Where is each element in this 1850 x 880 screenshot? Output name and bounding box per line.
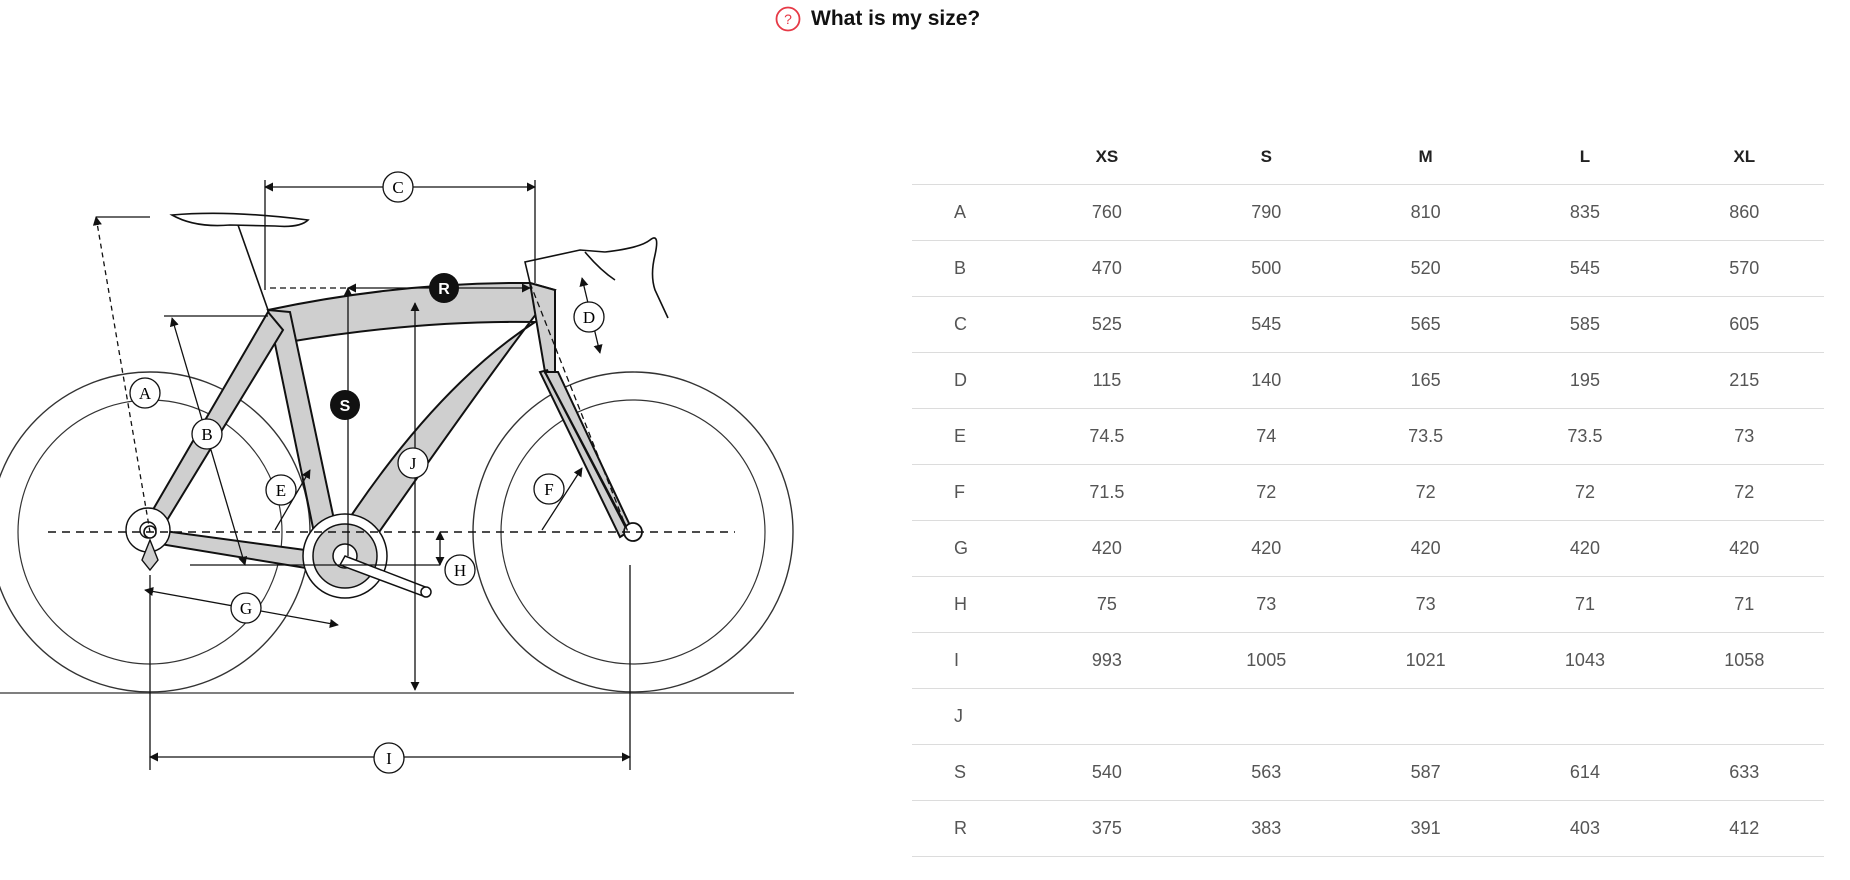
table-cell: 1005 — [1187, 633, 1346, 689]
label-e — [266, 475, 296, 505]
table-cell: 165 — [1346, 353, 1505, 409]
table-cell: 860 — [1665, 185, 1824, 241]
table-cell: 73.5 — [1346, 409, 1505, 465]
table-cell: 420 — [1505, 521, 1664, 577]
table-cell: 140 — [1187, 353, 1346, 409]
row-label: H — [912, 577, 1027, 633]
bike-geometry-diagram — [0, 165, 800, 785]
table-cell: 73.5 — [1505, 409, 1664, 465]
svg-text:D: D — [582, 308, 596, 327]
table-cell: 540 — [1027, 745, 1186, 801]
table-cell: 375 — [1027, 801, 1186, 857]
label-b — [192, 419, 222, 449]
row-label: J — [912, 689, 1027, 745]
table-cell — [1027, 689, 1186, 745]
row-label: C — [912, 297, 1027, 353]
table-cell: 633 — [1665, 745, 1824, 801]
table-cell — [1346, 689, 1505, 745]
row-label: I — [912, 633, 1027, 689]
label-i — [374, 743, 404, 773]
row-label: G — [912, 521, 1027, 577]
svg-text:?: ? — [784, 11, 792, 27]
table-cell: 403 — [1505, 801, 1664, 857]
table-row — [912, 521, 1824, 577]
table-cell: 71.5 — [1027, 465, 1186, 521]
table-cell: 1043 — [1505, 633, 1664, 689]
crankset — [303, 514, 431, 598]
table-cell: 420 — [1027, 521, 1186, 577]
size-header-m: M — [1346, 130, 1505, 185]
table-cell: 73 — [1665, 409, 1824, 465]
svg-text:H: H — [453, 561, 467, 580]
table-row — [912, 689, 1824, 745]
label-g — [231, 593, 261, 623]
table-cell: 545 — [1187, 297, 1346, 353]
svg-text:S: S — [339, 398, 351, 415]
what-is-my-size-link[interactable] — [775, 4, 980, 34]
table-cell: 760 — [1027, 185, 1186, 241]
row-label: A — [912, 185, 1027, 241]
table-cell: 585 — [1505, 297, 1664, 353]
table-cell: 605 — [1665, 297, 1824, 353]
label-f — [534, 474, 564, 504]
svg-text:B: B — [201, 425, 213, 444]
table-cell: 570 — [1665, 241, 1824, 297]
table-cell: 420 — [1187, 521, 1346, 577]
label-d — [574, 302, 604, 332]
table-cell: 71 — [1665, 577, 1824, 633]
svg-text:E: E — [275, 481, 287, 500]
question-circle-icon — [775, 6, 801, 32]
size-header-l: L — [1505, 130, 1664, 185]
table-cell: 420 — [1665, 521, 1824, 577]
geometry-table — [912, 130, 1824, 857]
table-row — [912, 353, 1824, 409]
table-cell: 383 — [1187, 801, 1346, 857]
row-label: F — [912, 465, 1027, 521]
size-header-xl: XL — [1665, 130, 1824, 185]
table-cell: 412 — [1665, 801, 1824, 857]
row-label: E — [912, 409, 1027, 465]
table-cell: 75 — [1027, 577, 1186, 633]
table-row — [912, 241, 1824, 297]
label-r — [429, 273, 459, 303]
table-cell: 1021 — [1346, 633, 1505, 689]
table-row — [912, 577, 1824, 633]
table-cell: 470 — [1027, 241, 1186, 297]
table-cell: 545 — [1505, 241, 1664, 297]
table-cell: 73 — [1346, 577, 1505, 633]
svg-text:I: I — [386, 749, 392, 768]
table-cell: 993 — [1027, 633, 1186, 689]
table-cell: 614 — [1505, 745, 1664, 801]
table-cell: 72 — [1505, 465, 1664, 521]
svg-text:C: C — [392, 178, 404, 197]
table-row — [912, 633, 1824, 689]
size-header-xs: XS — [1027, 130, 1186, 185]
table-cell: 835 — [1505, 185, 1664, 241]
table-row — [912, 409, 1824, 465]
table-cell: 74.5 — [1027, 409, 1186, 465]
table-cell: 74 — [1187, 409, 1346, 465]
size-header-s: S — [1187, 130, 1346, 185]
label-h — [445, 555, 475, 585]
table-row — [912, 745, 1824, 801]
table-row — [912, 297, 1824, 353]
table-row — [912, 185, 1824, 241]
row-label: B — [912, 241, 1027, 297]
svg-text:R: R — [438, 281, 450, 298]
table-cell: 587 — [1346, 745, 1505, 801]
row-label: D — [912, 353, 1027, 409]
table-cell: 215 — [1665, 353, 1824, 409]
table-cell: 500 — [1187, 241, 1346, 297]
table-cell — [1187, 689, 1346, 745]
table-cell: 520 — [1346, 241, 1505, 297]
table-cell: 391 — [1346, 801, 1505, 857]
svg-text:G: G — [239, 599, 253, 618]
label-j — [398, 448, 428, 478]
what-is-my-size-label: What is my size? — [811, 7, 981, 30]
table-body — [912, 185, 1824, 857]
table-cell: 71 — [1505, 577, 1664, 633]
saddle — [172, 213, 308, 310]
table-cell — [1665, 689, 1824, 745]
table-cell: 420 — [1346, 521, 1505, 577]
table-cell: 1058 — [1665, 633, 1824, 689]
cassette — [126, 508, 170, 570]
table-row — [912, 801, 1824, 857]
table-row — [912, 465, 1824, 521]
row-label: R — [912, 801, 1027, 857]
svg-text:A: A — [138, 384, 152, 403]
row-label: S — [912, 745, 1027, 801]
svg-text:F: F — [544, 480, 554, 499]
table-cell: 563 — [1187, 745, 1346, 801]
table-cell: 195 — [1505, 353, 1664, 409]
table-cell — [1505, 689, 1664, 745]
table-cell: 73 — [1187, 577, 1346, 633]
label-c — [383, 172, 413, 202]
corner-cell — [912, 130, 1027, 185]
label-a — [130, 378, 160, 408]
table-cell: 115 — [1027, 353, 1186, 409]
table-cell: 72 — [1187, 465, 1346, 521]
table-cell: 790 — [1187, 185, 1346, 241]
table-cell: 565 — [1346, 297, 1505, 353]
table-header-row — [912, 130, 1824, 185]
table-cell: 525 — [1027, 297, 1186, 353]
svg-text:J: J — [409, 454, 417, 473]
table-cell: 72 — [1346, 465, 1505, 521]
table-cell: 72 — [1665, 465, 1824, 521]
label-s — [330, 390, 360, 420]
table-cell: 810 — [1346, 185, 1505, 241]
